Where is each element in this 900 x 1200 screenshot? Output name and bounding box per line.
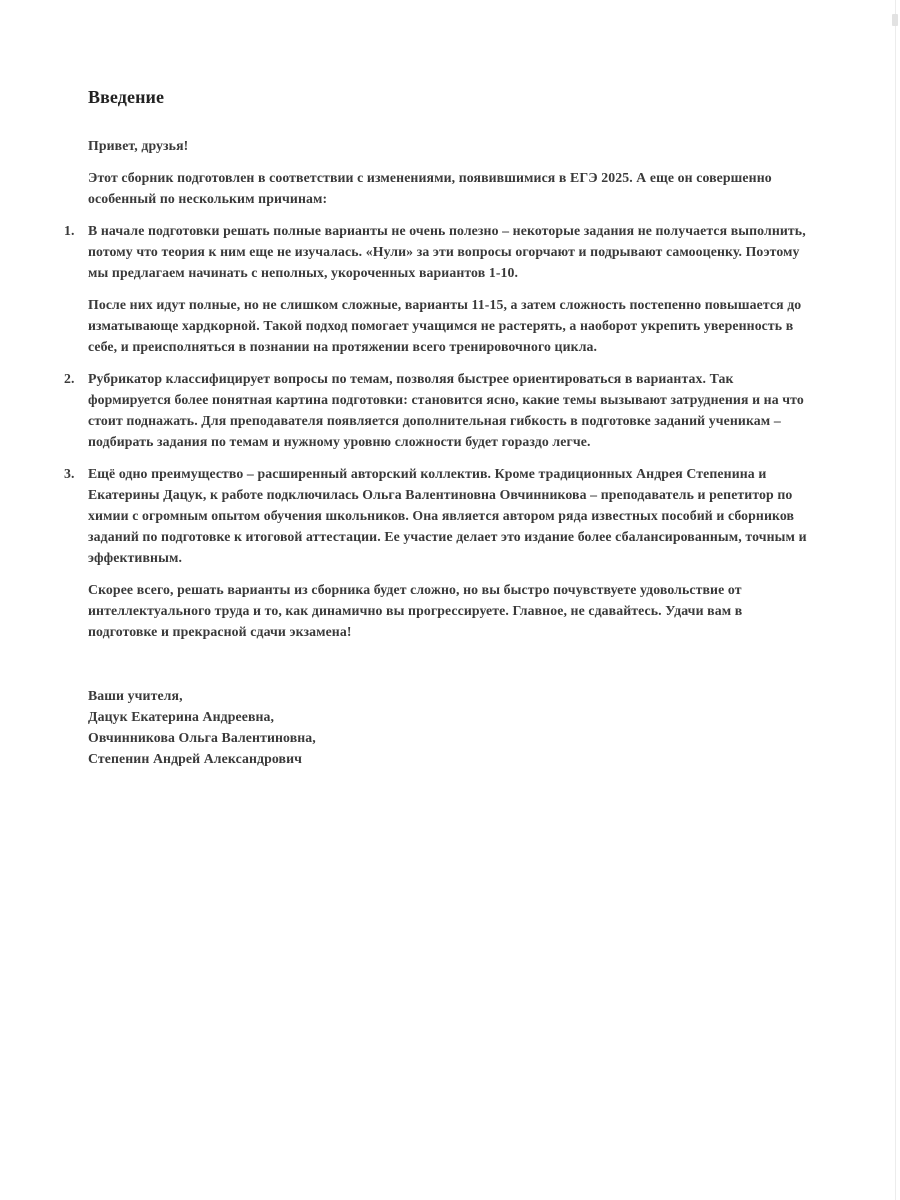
list-item-paragraph: Ещё одно преимущество – расширенный авторский коллектив. Кроме традиционных Андрея Степенина и Екатерины Дацук, к работе подключилась Ольга Валентиновна Овчинникова – преподаватель и репетитор по химии с огромным опытом обучения школьников. Она является автором ряда известных пособий и сборников заданий по подготовке к итоговой аттестации. Ее участие делает это издание более сбалансированным, точным и эффективным.: [88, 466, 807, 565]
list-item: [64, 368, 812, 452]
list-item-paragraph: Рубрикатор классифицирует вопросы по темам, позволяя быстрее ориентироваться в вариантах. Так формируется более понятная картина подготовки: становится ясно, какие темы вызывают затруднения и на что стоит поднажать. Для преподавателя появляется дополнительная гибкость в подготовке заданий ученикам – подбирать задания по темам и нужному уровню сложности будет гораздо легче.: [88, 371, 804, 449]
list-item-number: 2.: [64, 371, 75, 386]
document-content: [64, 86, 812, 769]
list-item-paragraph: В начале подготовки решать полные варианты не очень полезно – некоторые задания не получается выполнить, потому что теория к ним еще не изучалась. «Нули» за эти вопросы огорчают и подрывают самооценку. Поэтому мы предлагаем начинать с неполных, укороченных вариантов 1-10.: [88, 223, 806, 280]
signature-line: Овчинникова Ольга Валентиновна,: [88, 730, 316, 745]
list-item: [64, 463, 812, 568]
signature-line: Дацук Екатерина Андреевна,: [88, 709, 275, 724]
signature-line: Ваши учителя,: [88, 688, 183, 703]
page-title: Введение: [88, 87, 165, 107]
scrollbar-thumb[interactable]: [892, 14, 898, 26]
list-item-body: [88, 463, 812, 568]
list-item-body: [88, 220, 812, 357]
greeting-paragraph: Привет, друзья!: [88, 138, 189, 153]
numbered-list: [64, 220, 812, 568]
signature-line: Степенин Андрей Александрович: [88, 751, 303, 766]
list-item-number: 1.: [64, 223, 75, 238]
list-item: [64, 220, 812, 357]
intro-paragraph: Этот сборник подготовлен в соответствии с изменениями, появившимися в ЕГЭ 2025. А еще он совершенно особенный по нескольким причинам:: [88, 170, 772, 206]
list-item-paragraph: После них идут полные, но не слишком сложные, варианты 11-15, а затем сложность постепенно повышается до изматывающе хардкорной. Такой подход помогает учащимся не растерять, а наоборот укрепить уверенность в себе, и преисполняться в познании на протяжении всего тренировочного цикла.: [88, 297, 802, 354]
signature-block: [88, 685, 812, 769]
closing-paragraph: Скорее всего, решать варианты из сборника будет сложно, но вы быстро почувствуете удовольствие от интеллектуального труда и то, как динамично вы прогрессируете. Главное, не сдавайтесь. Удачи вам в подготовке и прекрасной сдачи экзамена!: [88, 582, 743, 639]
list-item-number: 3.: [64, 466, 75, 481]
list-item-body: [88, 368, 812, 452]
scrollbar-track[interactable]: [895, 0, 896, 1200]
